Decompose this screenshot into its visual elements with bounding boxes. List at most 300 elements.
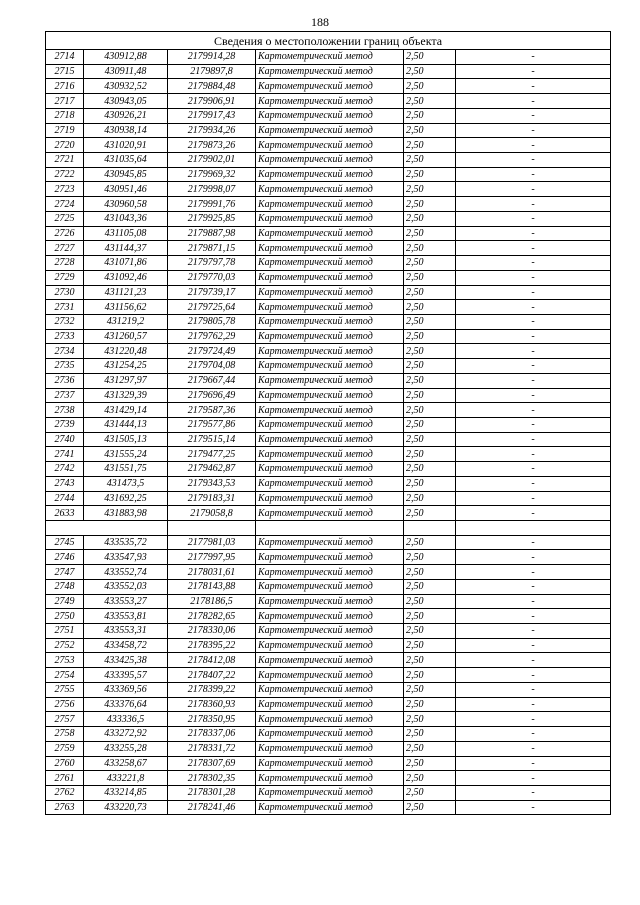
method-cell: Картометрический метод	[256, 197, 404, 212]
point-number-cell: 2751	[46, 624, 84, 639]
y-coordinate-cell: 2179587,36	[168, 403, 256, 418]
method-cell: Картометрический метод	[256, 476, 404, 491]
point-number-cell: 2733	[46, 329, 84, 344]
table-row	[46, 638, 611, 653]
description-cell: -	[456, 727, 611, 742]
x-coordinate-cell: 430960,58	[84, 197, 168, 212]
x-coordinate-cell: 431043,36	[84, 211, 168, 226]
table-row	[46, 417, 611, 432]
x-coordinate-cell: 433458,72	[84, 638, 168, 653]
precision-cell: 2,50	[404, 624, 456, 639]
precision-cell: 2,50	[404, 785, 456, 800]
x-coordinate-cell: 431551,75	[84, 462, 168, 477]
y-coordinate-cell: 2179704,08	[168, 359, 256, 374]
boundary-coordinates-table	[45, 31, 611, 815]
x-coordinate-cell: 433395,57	[84, 668, 168, 683]
description-cell: -	[456, 182, 611, 197]
table-row	[46, 476, 611, 491]
method-cell: Картометрический метод	[256, 506, 404, 521]
method-cell: Картометрический метод	[256, 403, 404, 418]
x-coordinate-cell: 431254,25	[84, 359, 168, 374]
description-cell: -	[456, 270, 611, 285]
y-coordinate-cell: 2179991,76	[168, 197, 256, 212]
x-coordinate-cell: 433221,8	[84, 771, 168, 786]
table-row	[46, 314, 611, 329]
table-row	[46, 491, 611, 506]
method-cell: Картометрический метод	[256, 741, 404, 756]
x-coordinate-cell: 431505,13	[84, 432, 168, 447]
method-cell: Картометрический метод	[256, 417, 404, 432]
y-coordinate-cell: 2178412,08	[168, 653, 256, 668]
description-cell: -	[456, 771, 611, 786]
y-coordinate-cell: 2179969,32	[168, 167, 256, 182]
x-coordinate-cell: 431020,91	[84, 138, 168, 153]
x-coordinate-cell: 430938,14	[84, 123, 168, 138]
description-cell: -	[456, 476, 611, 491]
point-number-cell: 2737	[46, 388, 84, 403]
y-coordinate-cell: 2179925,85	[168, 211, 256, 226]
precision-cell: 2,50	[404, 668, 456, 683]
description-cell: -	[456, 756, 611, 771]
point-number-cell: 2717	[46, 94, 84, 109]
method-cell: Картометрический метод	[256, 727, 404, 742]
x-coordinate-cell: 431071,86	[84, 256, 168, 271]
precision-cell: 2,50	[404, 535, 456, 550]
table-row	[46, 388, 611, 403]
x-coordinate-cell: 433552,74	[84, 565, 168, 580]
table-row	[46, 712, 611, 727]
precision-cell: 2,50	[404, 79, 456, 94]
description-cell: -	[456, 285, 611, 300]
y-coordinate-cell: 2178307,69	[168, 756, 256, 771]
method-cell: Картометрический метод	[256, 447, 404, 462]
method-cell: Картометрический метод	[256, 285, 404, 300]
method-cell: Картометрический метод	[256, 800, 404, 815]
description-cell: -	[456, 226, 611, 241]
method-cell: Картометрический метод	[256, 373, 404, 388]
x-coordinate-cell: 433272,92	[84, 727, 168, 742]
table-title: Сведения о местоположении границ объекта	[46, 32, 611, 50]
method-cell: Картометрический метод	[256, 668, 404, 683]
x-coordinate-cell: 433376,64	[84, 697, 168, 712]
method-cell: Картометрический метод	[256, 638, 404, 653]
table-row	[46, 594, 611, 609]
point-number-cell: 2740	[46, 432, 84, 447]
table-row	[46, 432, 611, 447]
y-coordinate-cell: 2178399,22	[168, 682, 256, 697]
method-cell: Картометрический метод	[256, 314, 404, 329]
x-coordinate-cell: 431444,13	[84, 417, 168, 432]
point-number-cell: 2743	[46, 476, 84, 491]
precision-cell: 2,50	[404, 462, 456, 477]
description-cell: -	[456, 329, 611, 344]
point-number-cell: 2725	[46, 211, 84, 226]
x-coordinate-cell: 431092,46	[84, 270, 168, 285]
table-row	[46, 226, 611, 241]
x-coordinate-cell: 431220,48	[84, 344, 168, 359]
x-coordinate-cell: 430911,48	[84, 64, 168, 79]
precision-cell: 2,50	[404, 197, 456, 212]
method-cell: Картометрический метод	[256, 756, 404, 771]
table-row	[46, 359, 611, 374]
description-cell: -	[456, 609, 611, 624]
precision-cell: 2,50	[404, 138, 456, 153]
table-row	[46, 373, 611, 388]
x-coordinate-cell: 430951,46	[84, 182, 168, 197]
description-cell: -	[456, 256, 611, 271]
method-cell: Картометрический метод	[256, 94, 404, 109]
precision-cell: 2,50	[404, 550, 456, 565]
precision-cell: 2,50	[404, 167, 456, 182]
point-number-cell: 2755	[46, 682, 84, 697]
point-number-cell: 2758	[46, 727, 84, 742]
x-coordinate-cell: 430932,52	[84, 79, 168, 94]
x-coordinate-cell: 433369,56	[84, 682, 168, 697]
y-coordinate-cell: 2179725,64	[168, 300, 256, 315]
x-coordinate-cell: 431329,39	[84, 388, 168, 403]
y-coordinate-cell: 2179906,91	[168, 94, 256, 109]
table-row	[46, 800, 611, 815]
point-number-cell: 2720	[46, 138, 84, 153]
table-row	[46, 138, 611, 153]
table-row	[46, 167, 611, 182]
point-number-cell: 2721	[46, 153, 84, 168]
precision-cell: 2,50	[404, 211, 456, 226]
description-cell: -	[456, 123, 611, 138]
x-coordinate-cell: 433552,03	[84, 579, 168, 594]
method-cell: Картометрический метод	[256, 785, 404, 800]
x-coordinate-cell: 430926,21	[84, 108, 168, 123]
precision-cell: 2,50	[404, 359, 456, 374]
method-cell: Картометрический метод	[256, 388, 404, 403]
x-coordinate-cell: 433553,27	[84, 594, 168, 609]
description-cell: -	[456, 712, 611, 727]
y-coordinate-cell: 2178186,5	[168, 594, 256, 609]
method-cell: Картометрический метод	[256, 491, 404, 506]
separator-row	[46, 521, 611, 536]
x-coordinate-cell: 431260,57	[84, 329, 168, 344]
description-cell: -	[456, 300, 611, 315]
x-coordinate-cell: 433336,5	[84, 712, 168, 727]
point-number-cell	[46, 521, 84, 536]
precision-cell: 2,50	[404, 226, 456, 241]
precision-cell: 2,50	[404, 50, 456, 65]
table-row	[46, 153, 611, 168]
precision-cell: 2,50	[404, 388, 456, 403]
table-row	[46, 123, 611, 138]
description-cell: -	[456, 785, 611, 800]
table-row	[46, 79, 611, 94]
table-row	[46, 285, 611, 300]
y-coordinate-cell: 2178031,61	[168, 565, 256, 580]
precision-cell: 2,50	[404, 565, 456, 580]
method-cell: Картометрический метод	[256, 565, 404, 580]
point-number-cell: 2762	[46, 785, 84, 800]
y-coordinate-cell: 2179797,78	[168, 256, 256, 271]
description-cell: -	[456, 373, 611, 388]
point-number-cell: 2729	[46, 270, 84, 285]
table-row	[46, 727, 611, 742]
description-cell	[456, 521, 611, 536]
description-cell: -	[456, 108, 611, 123]
method-cell: Картометрический метод	[256, 226, 404, 241]
method-cell: Картометрический метод	[256, 108, 404, 123]
y-coordinate-cell: 2179902,01	[168, 153, 256, 168]
y-coordinate-cell: 2179343,53	[168, 476, 256, 491]
x-coordinate-cell: 433553,81	[84, 609, 168, 624]
table-row	[46, 756, 611, 771]
point-number-cell: 2749	[46, 594, 84, 609]
y-coordinate-cell: 2177981,03	[168, 535, 256, 550]
table-row	[46, 403, 611, 418]
description-cell: -	[456, 447, 611, 462]
precision-cell: 2,50	[404, 697, 456, 712]
method-cell: Картометрический метод	[256, 138, 404, 153]
table-row	[46, 624, 611, 639]
description-cell: -	[456, 403, 611, 418]
y-coordinate-cell	[168, 521, 256, 536]
x-coordinate-cell: 431105,08	[84, 226, 168, 241]
method-cell: Картометрический метод	[256, 653, 404, 668]
point-number-cell: 2742	[46, 462, 84, 477]
point-number-cell: 2633	[46, 506, 84, 521]
y-coordinate-cell: 2179770,03	[168, 270, 256, 285]
point-number-cell: 2744	[46, 491, 84, 506]
table-row	[46, 462, 611, 477]
point-number-cell: 2756	[46, 697, 84, 712]
method-cell: Картометрический метод	[256, 344, 404, 359]
description-cell: -	[456, 741, 611, 756]
method-cell: Картометрический метод	[256, 167, 404, 182]
description-cell: -	[456, 579, 611, 594]
point-number-cell: 2759	[46, 741, 84, 756]
table-row	[46, 300, 611, 315]
table-row	[46, 668, 611, 683]
method-cell: Картометрический метод	[256, 682, 404, 697]
method-cell: Картометрический метод	[256, 64, 404, 79]
table-row	[46, 697, 611, 712]
precision-cell: 2,50	[404, 403, 456, 418]
point-number-cell: 2745	[46, 535, 84, 550]
point-number-cell: 2760	[46, 756, 84, 771]
description-cell: -	[456, 138, 611, 153]
x-coordinate-cell: 433553,31	[84, 624, 168, 639]
description-cell: -	[456, 94, 611, 109]
precision-cell: 2,50	[404, 270, 456, 285]
point-number-cell: 2738	[46, 403, 84, 418]
y-coordinate-cell: 2178330,06	[168, 624, 256, 639]
table-row	[46, 64, 611, 79]
y-coordinate-cell: 2179871,15	[168, 241, 256, 256]
description-cell: -	[456, 432, 611, 447]
method-cell: Картометрический метод	[256, 50, 404, 65]
method-cell: Картометрический метод	[256, 300, 404, 315]
table-row	[46, 535, 611, 550]
y-coordinate-cell: 2178282,65	[168, 609, 256, 624]
description-cell: -	[456, 668, 611, 683]
y-coordinate-cell: 2178395,22	[168, 638, 256, 653]
point-number-cell: 2747	[46, 565, 84, 580]
precision-cell: 2,50	[404, 476, 456, 491]
precision-cell	[404, 521, 456, 536]
y-coordinate-cell: 2179897,8	[168, 64, 256, 79]
x-coordinate-cell: 431883,98	[84, 506, 168, 521]
description-cell: -	[456, 167, 611, 182]
precision-cell: 2,50	[404, 712, 456, 727]
point-number-cell: 2724	[46, 197, 84, 212]
x-coordinate-cell: 433220,73	[84, 800, 168, 815]
x-coordinate-cell: 431156,62	[84, 300, 168, 315]
table-row	[46, 741, 611, 756]
y-coordinate-cell: 2179462,87	[168, 462, 256, 477]
x-coordinate-cell: 430945,85	[84, 167, 168, 182]
description-cell: -	[456, 79, 611, 94]
table-row	[46, 579, 611, 594]
x-coordinate-cell: 431429,14	[84, 403, 168, 418]
precision-cell: 2,50	[404, 417, 456, 432]
point-number-cell: 2731	[46, 300, 84, 315]
point-number-cell: 2714	[46, 50, 84, 65]
description-cell: -	[456, 211, 611, 226]
point-number-cell: 2715	[46, 64, 84, 79]
precision-cell: 2,50	[404, 241, 456, 256]
point-number-cell: 2761	[46, 771, 84, 786]
point-number-cell: 2746	[46, 550, 84, 565]
precision-cell: 2,50	[404, 94, 456, 109]
table-row	[46, 241, 611, 256]
x-coordinate-cell: 433547,93	[84, 550, 168, 565]
x-coordinate-cell: 431473,5	[84, 476, 168, 491]
description-cell: -	[456, 638, 611, 653]
description-cell: -	[456, 565, 611, 580]
precision-cell: 2,50	[404, 447, 456, 462]
y-coordinate-cell: 2178337,06	[168, 727, 256, 742]
point-number-cell: 2748	[46, 579, 84, 594]
table-row	[46, 565, 611, 580]
description-cell: -	[456, 506, 611, 521]
table-row	[46, 270, 611, 285]
method-cell: Картометрический метод	[256, 579, 404, 594]
table-row	[46, 256, 611, 271]
point-number-cell: 2754	[46, 668, 84, 683]
description-cell: -	[456, 653, 611, 668]
precision-cell: 2,50	[404, 727, 456, 742]
y-coordinate-cell: 2179058,8	[168, 506, 256, 521]
precision-cell: 2,50	[404, 344, 456, 359]
y-coordinate-cell: 2178241,46	[168, 800, 256, 815]
page-number: 188	[311, 15, 329, 29]
description-cell: -	[456, 550, 611, 565]
point-number-cell: 2719	[46, 123, 84, 138]
point-number-cell: 2732	[46, 314, 84, 329]
point-number-cell: 2741	[46, 447, 84, 462]
description-cell: -	[456, 624, 611, 639]
description-cell: -	[456, 153, 611, 168]
description-cell: -	[456, 197, 611, 212]
method-cell: Картометрический метод	[256, 329, 404, 344]
x-coordinate-cell: 431555,24	[84, 447, 168, 462]
point-number-cell: 2739	[46, 417, 84, 432]
description-cell: -	[456, 491, 611, 506]
description-cell: -	[456, 314, 611, 329]
table-title-row	[46, 32, 611, 50]
x-coordinate-cell: 433425,38	[84, 653, 168, 668]
description-cell: -	[456, 50, 611, 65]
y-coordinate-cell: 2178407,22	[168, 668, 256, 683]
x-coordinate-cell: 431297,97	[84, 373, 168, 388]
table-row	[46, 609, 611, 624]
x-coordinate-cell: 431219,2	[84, 314, 168, 329]
y-coordinate-cell: 2179515,14	[168, 432, 256, 447]
table-row	[46, 771, 611, 786]
method-cell: Картометрический метод	[256, 123, 404, 138]
y-coordinate-cell: 2179762,29	[168, 329, 256, 344]
description-cell: -	[456, 388, 611, 403]
method-cell: Картометрический метод	[256, 211, 404, 226]
y-coordinate-cell: 2179934,26	[168, 123, 256, 138]
y-coordinate-cell: 2179884,48	[168, 79, 256, 94]
y-coordinate-cell: 2179998,07	[168, 182, 256, 197]
y-coordinate-cell: 2179873,26	[168, 138, 256, 153]
table-row	[46, 197, 611, 212]
x-coordinate-cell: 433255,28	[84, 741, 168, 756]
description-cell: -	[456, 462, 611, 477]
point-number-cell: 2735	[46, 359, 84, 374]
x-coordinate-cell: 431144,37	[84, 241, 168, 256]
y-coordinate-cell: 2178301,28	[168, 785, 256, 800]
method-cell: Картометрический метод	[256, 535, 404, 550]
point-number-cell: 2726	[46, 226, 84, 241]
method-cell: Картометрический метод	[256, 241, 404, 256]
precision-cell: 2,50	[404, 579, 456, 594]
description-cell: -	[456, 535, 611, 550]
y-coordinate-cell: 2177997,95	[168, 550, 256, 565]
precision-cell: 2,50	[404, 653, 456, 668]
x-coordinate-cell: 430912,88	[84, 50, 168, 65]
y-coordinate-cell: 2179667,44	[168, 373, 256, 388]
precision-cell: 2,50	[404, 373, 456, 388]
point-number-cell: 2734	[46, 344, 84, 359]
y-coordinate-cell: 2179696,49	[168, 388, 256, 403]
method-cell: Картометрический метод	[256, 697, 404, 712]
point-number-cell: 2722	[46, 167, 84, 182]
point-number-cell: 2753	[46, 653, 84, 668]
description-cell: -	[456, 800, 611, 815]
table-row	[46, 94, 611, 109]
y-coordinate-cell: 2179914,28	[168, 50, 256, 65]
y-coordinate-cell: 2179477,25	[168, 447, 256, 462]
description-cell: -	[456, 682, 611, 697]
method-cell: Картометрический метод	[256, 594, 404, 609]
precision-cell: 2,50	[404, 329, 456, 344]
table-row	[46, 182, 611, 197]
point-number-cell: 2718	[46, 108, 84, 123]
precision-cell: 2,50	[404, 506, 456, 521]
table-row	[46, 653, 611, 668]
method-cell: Картометрический метод	[256, 609, 404, 624]
point-number-cell: 2763	[46, 800, 84, 815]
table-row	[46, 108, 611, 123]
precision-cell: 2,50	[404, 300, 456, 315]
precision-cell: 2,50	[404, 432, 456, 447]
method-cell: Картометрический метод	[256, 550, 404, 565]
point-number-cell: 2730	[46, 285, 84, 300]
precision-cell: 2,50	[404, 182, 456, 197]
table-row	[46, 550, 611, 565]
method-cell: Картометрический метод	[256, 771, 404, 786]
x-coordinate-cell: 433258,67	[84, 756, 168, 771]
method-cell: Картометрический метод	[256, 79, 404, 94]
